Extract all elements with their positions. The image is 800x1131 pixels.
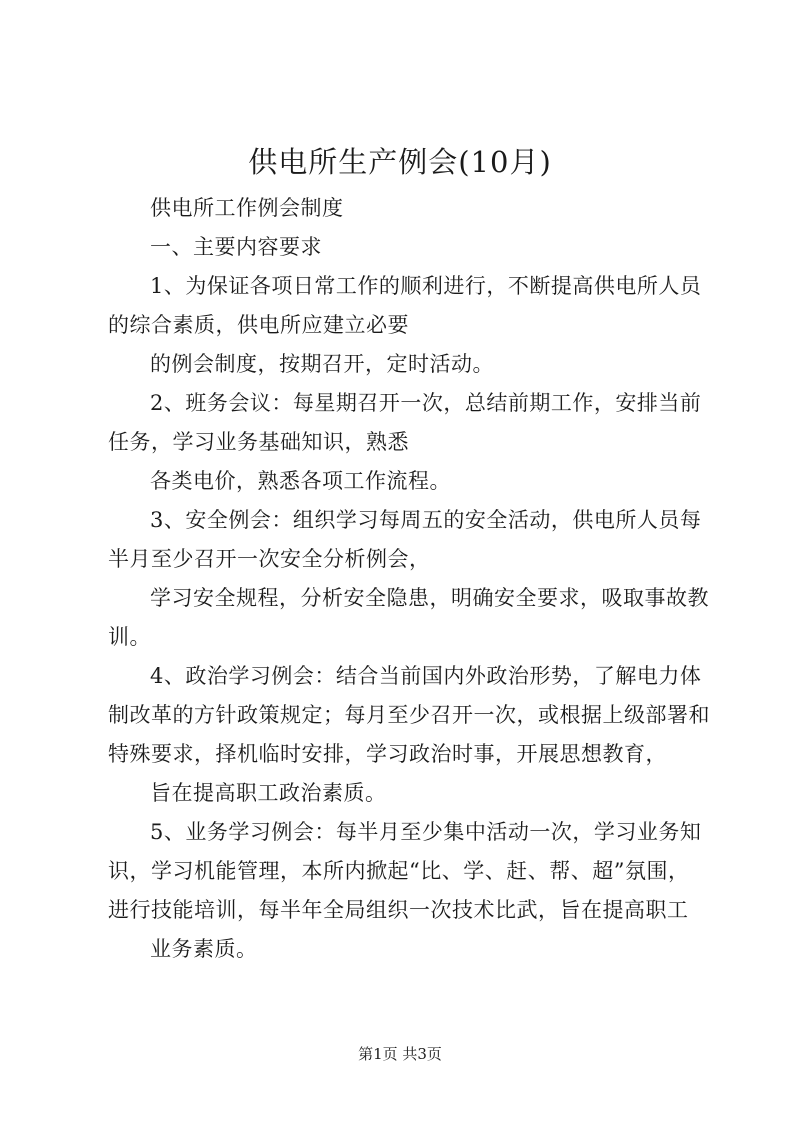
paragraph-line: 2、班务会议：每星期召开一次，总结前期工作，安排当前 — [150, 391, 702, 415]
paragraph-line: 特殊要求，择机临时安排，学习政治时事，开展思想教育， — [108, 742, 667, 766]
paragraph-line: 供电所工作例会制度 — [150, 196, 344, 220]
paragraph-line: 3、安全例会：组织学习每周五的安全活动，供电所人员每 — [150, 508, 702, 532]
paragraph-line: 旨在提高职工政治素质。 — [150, 781, 387, 805]
paragraph-line: 1、为保证各项日常工作的顺利进行，不断提高供电所人员 — [150, 274, 702, 298]
section-heading: 一、主要内容要求 — [150, 235, 322, 259]
paragraph-line: 训。 — [108, 625, 151, 649]
page-title: 供电所生产例会(10月) — [248, 145, 552, 179]
paragraph-line: 半月至少召开一次安全分析例会， — [108, 547, 431, 571]
page-footer: 第1页 共3页 — [358, 1045, 442, 1063]
paragraph-line: 的综合素质，供电所应建立必要 — [108, 313, 409, 337]
paragraph-line: 各类电价，熟悉各项工作流程。 — [150, 469, 451, 493]
paragraph-line: 制改革的方针政策规定；每月至少召开一次，或根据上级部署和 — [108, 703, 710, 727]
paragraph-line: 识，学习机能管理，本所内掀起“比、学、赶、帮、超”氛围， — [108, 859, 690, 883]
paragraph-line: 任务，学习业务基础知识，熟悉 — [108, 430, 409, 454]
paragraph-line: 业务素质。 — [150, 937, 258, 961]
paragraph-line: 5、业务学习例会：每半月至少集中活动一次，学习业务知 — [150, 820, 702, 844]
paragraph-line: 学习安全规程，分析安全隐患，明确安全要求，吸取事故教 — [150, 586, 709, 610]
paragraph-line: 进行技能培训，每半年全局组织一次技术比武，旨在提高职工 — [108, 898, 689, 922]
paragraph-line: 的例会制度，按期召开，定时活动。 — [150, 352, 494, 376]
paragraph-line: 4、政治学习例会：结合当前国内外政治形势，了解电力体 — [150, 664, 702, 688]
